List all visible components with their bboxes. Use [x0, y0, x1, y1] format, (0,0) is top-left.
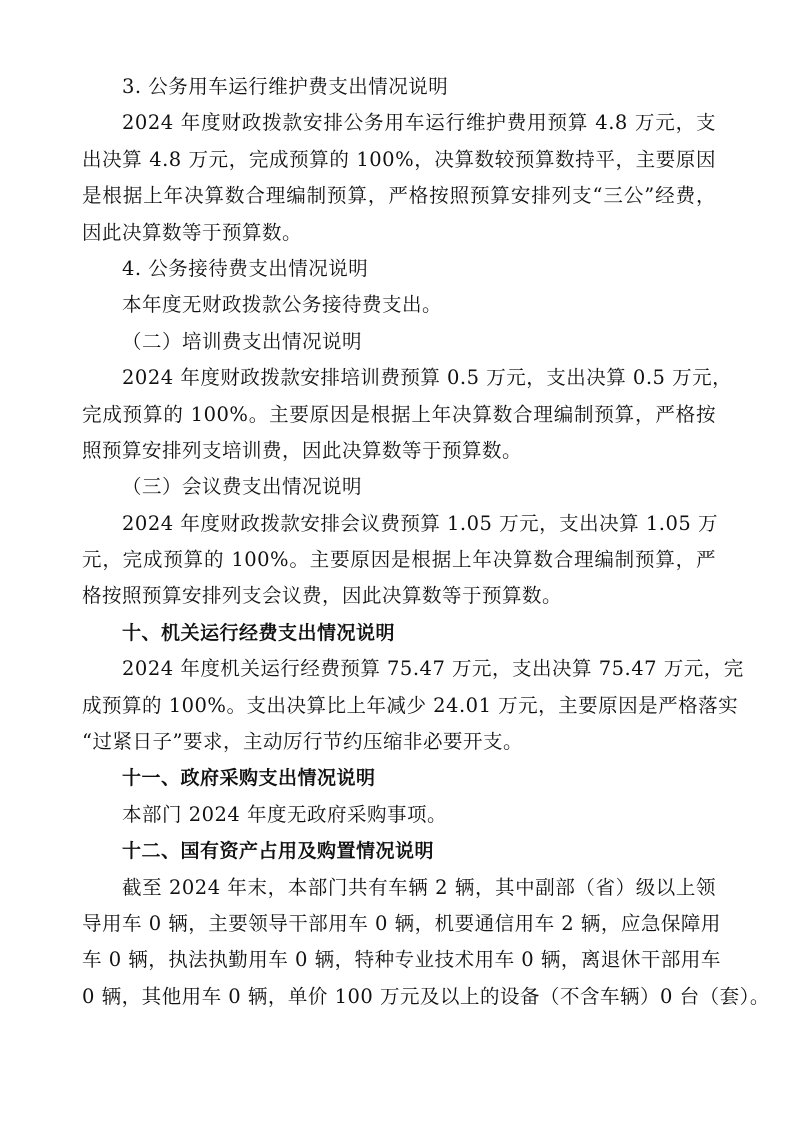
paragraph-line: 元，完成预算的 100%。主要原因是根据上年决算数合理编制预算，严: [82, 548, 716, 572]
reception-paragraph: [82, 287, 716, 323]
paragraph-line: 出决算 4.8 万元，完成预算的 100%，决算数较预算数持平，主要原因: [82, 147, 716, 171]
paragraph-line: 车 0 辆，执法执勤用车 0 辆，特种专业技术用车 0 辆，离退休干部用车: [82, 948, 721, 972]
paragraph-line: 0 辆，其他用车 0 辆，单价 100 万元及以上的设备（不含车辆）0 台（套）。: [82, 984, 770, 1008]
heading-text: 十一、政府采购支出情况说明: [122, 767, 376, 790]
paragraph-line: 2024 年度机关运行经费预算 75.47 万元，支出决算 75.47 万元，完: [122, 657, 744, 681]
heading-text: （二）培训费支出情况说明: [122, 329, 363, 353]
heading-text: 3. 公务用车运行维护费支出情况说明: [122, 75, 449, 98]
paragraph-line: 导用车 0 辆，主要领导干部用车 0 辆，机要通信用车 2 辆，应急保障用: [82, 911, 721, 935]
assets-paragraph: [82, 870, 770, 1016]
meeting-paragraph: [82, 506, 716, 615]
meeting-heading: [82, 469, 716, 505]
section-3-vehicle-maintenance-heading: [82, 69, 716, 105]
operating-expenses-paragraph: [82, 651, 744, 760]
paragraph-line: 完成预算的 100%。主要原因是根据上年决算数合理编制预算，严格按: [82, 402, 716, 426]
paragraph-line: 成预算的 100%。支出决算比上年减少 24.01 万元，主要原因是严格落实: [82, 693, 739, 717]
paragraph-line: 本部门 2024 年度无政府采购事项。: [122, 802, 448, 826]
paragraph-line: 格按照预算安排列支会议费，因此决算数等于预算数。: [82, 584, 563, 608]
procurement-paragraph: [82, 797, 716, 833]
heading-text: 十、机关运行经费支出情况说明: [122, 621, 396, 644]
paragraph-line: 2024 年度财政拨款安排培训费预算 0.5 万元，支出决算 0.5 万元，: [122, 366, 733, 390]
paragraph-line: 2024 年度财政拨款安排会议费预算 1.05 万元，支出决算 1.05 万: [122, 511, 718, 535]
paragraph-line: 本年度无财政拨款公务接待费支出。: [122, 293, 443, 317]
heading-text: （三）会议费支出情况说明: [122, 475, 363, 499]
paragraph-line: 截至 2024 年末，本部门共有车辆 2 辆，其中副部（省）级以上领: [122, 875, 716, 899]
paragraph-line: 照预算安排列支培训费，因此决算数等于预算数。: [82, 438, 523, 462]
paragraph-line: 因此决算数等于预算数。: [82, 220, 303, 244]
section-10-heading: [82, 615, 716, 651]
paragraph-line: 是根据上年决算数合理编制预算，严格按照预算安排列支“三公”经费，: [82, 184, 716, 208]
vehicle-maintenance-paragraph: [82, 105, 716, 251]
section-12-heading: [82, 833, 716, 869]
training-paragraph: [82, 360, 733, 469]
heading-text: 4. 公务接待费支出情况说明: [122, 256, 369, 280]
training-heading: [82, 324, 716, 360]
document-page: [82, 69, 770, 1015]
section-4-reception-heading: [82, 251, 716, 287]
heading-text: 十二、国有资产占用及购置情况说明: [122, 840, 435, 863]
section-11-heading: [82, 760, 716, 796]
paragraph-line: 2024 年度财政拨款安排公务用车运行维护费用预算 4.8 万元，支: [122, 111, 716, 135]
paragraph-line: “过紧日子”要求，主动厉行节约压缩非必要开支。: [82, 730, 523, 754]
